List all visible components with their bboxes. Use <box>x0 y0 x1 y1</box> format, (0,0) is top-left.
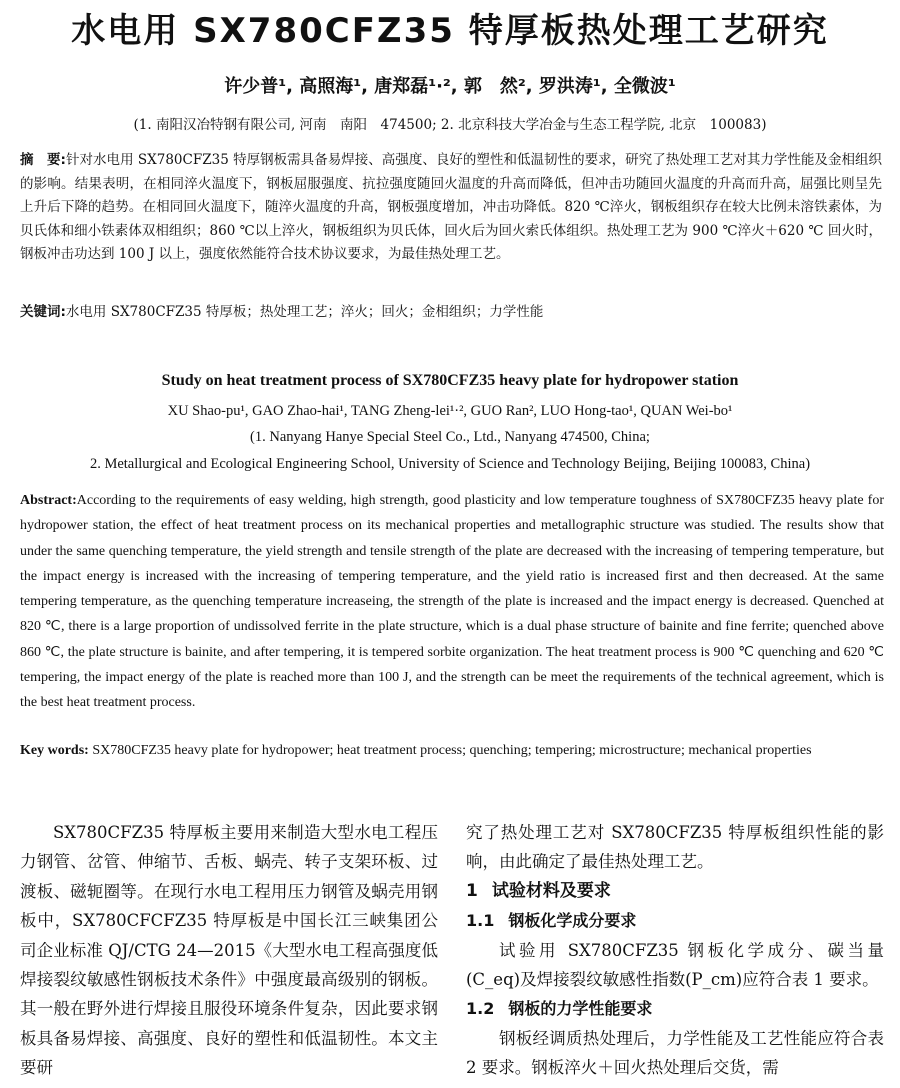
section-1-2-heading <box>466 994 884 1023</box>
abstract-cn-label: 摘 要: <box>20 152 66 168</box>
section-1-1-title: 钢板化学成分要求 <box>508 911 637 931</box>
abstract-cn <box>20 149 882 267</box>
section-1-2-title: 钢板的力学性能要求 <box>508 999 653 1019</box>
keywords-cn-text: 水电用 SX780CFZ35 特厚板；热处理工艺；淬火；回火；金相组织；力学性能 <box>65 304 544 320</box>
section-1-1-number: 1.1 <box>466 911 495 931</box>
keywords-en-text: SX780CFZ35 heavy plate for hydropower; heat treatment process; quenching; tempering; microstructure; mechanical properties <box>92 743 812 758</box>
keywords-en-label: Key words: <box>20 743 89 758</box>
section-1-heading <box>466 877 884 906</box>
section-1-1-heading <box>466 906 884 935</box>
body-column-left <box>20 818 438 1083</box>
paper-title-en: Study on heat treatment process of SX780CFZ35 heavy plate for hydropower station <box>161 372 739 389</box>
paper-title-cn: 水电用 SX780CFZ35 特厚板热处理工艺研究 <box>71 11 829 51</box>
abstract-en-label: Abstract: <box>20 493 77 508</box>
body-column-right <box>466 818 884 1083</box>
keywords-cn-label: 关键词: <box>20 304 66 320</box>
intro-paragraph: SX780CFZ35 特厚板主要用来制造大型水电工程压力钢管、岔管、伸缩节、舌板、蜗壳、转子支架环板、过渡板、磁轭圈等。在现行水电工程用压力钢管及蜗壳用钢板中，SX780CFCFZ35 特厚板是中国长江三峡集团公司企业标准 QJ/CTG 24—2015《大型水电工程高强度低焊接裂纹敏感性钢板技术条件》中强度最高级别的钢板。其一般在野外进行焊接且服役环境条件复杂，因此要求钢板具备易焊接、高强度、良好的塑性和低温韧性。本文主要研 <box>20 823 438 1078</box>
author-list-cn: 许少普¹, 高照海¹, 唐郑磊¹·², 郭 然², 罗洪涛¹, 全微波¹ <box>224 76 676 97</box>
section-1-2-paragraph: 钢板经调质热处理后，力学性能及工艺性能应符合表 2 要求。钢板淬火＋回火热处理后交货，需 <box>466 1028 884 1078</box>
keywords-en <box>20 739 884 763</box>
abstract-en <box>20 488 884 716</box>
section-1-number: 1 <box>466 880 478 901</box>
affiliation-en-1: (1. Nanyang Hanye Special Steel Co., Ltd., Nanyang 474500, China; <box>250 429 650 445</box>
intro-continuation: 究了热处理工艺对 SX780CFZ35 特厚板组织性能的影响，由此确定了最佳热处理工艺。 <box>466 823 884 872</box>
section-1-2-number: 1.2 <box>466 999 495 1019</box>
abstract-en-text: According to the requirements of easy welding, high strength, good plasticity and low temperature toughness of SX780CFZ35 heavy plate for hydropower station, the effect of heat treatment process on its mechanical properties and metallographic structure was studied. The results show that under the same quenching temperature, the yield strength and tensile strength of the plate are decreased with the increasing of tempering temperature, but the impact energy is increased with the increasing of tempering temperature, and the yield ratio is increased first and then decreased. At the same tempering temperature, as the quenching temperature increaseing, the strength of the plate is increased and the impact energy is decreased. Quenched at 820 ℃, there is a large proportion of undissolved ferrite in the plate structure, which is a dual phase structure of bainite and fine ferrite; quenched above 860 ℃, the plate structure is bainite, and after tempering, it is tempered sorbite organization. The heat treatment process is 900 ℃ quenching and 620 ℃ tempering, the impact energy of the plate is reached more than 100 J, and the strength can be meet the requirements of the technical agreement, which is the best heat treatment process. <box>20 493 884 711</box>
section-1-title: 试验材料及要求 <box>491 880 611 901</box>
affiliation-en-2: 2. Metallurgical and Ecological Engineering School, University of Science and Technology Beijing, Beijing 100083, China) <box>89 456 811 472</box>
section-1-1-paragraph: 试验用 SX780CFZ35 钢板化学成分、碳当量(C_eq)及焊接裂纹敏感性指数(P_cm)应符合表 1 要求。 <box>466 940 884 990</box>
affiliation-cn: (1. 南阳汉冶特钢有限公司, 河南 南阳 474500; 2. 北京科技大学冶金与生态工程学院, 北京 100083) <box>133 117 767 133</box>
author-list-en: XU Shao-pu¹, GAO Zhao-hai¹, TANG Zheng-lei¹·², GUO Ran², LUO Hong-tao¹, QUAN Wei-bo¹ <box>167 403 733 419</box>
keywords-cn <box>20 301 882 323</box>
abstract-cn-text: 针对水电用 SX780CFZ35 特厚钢板需具备易焊接、高强度、良好的塑性和低温韧性的要求，研究了热处理工艺对其力学性能及金相组织的影响。结果表明，在相同淬火温度下，钢板屈服强度、抗拉强度随回火温度的升高而降低，但冲击功随回火温度的升高而升高，屈强比则呈先上升后下降的趋势。在相同回火温度下，随淬火温度的升高，钢板强度增加，冲击功降低。820 ℃淬火，钢板组织存在较大比例未溶铁素体，为贝氏体和细小铁素体双相组织；860 ℃以上淬火，钢板组织为贝氏体，回火后为回火索氏体组织。热处理工艺为 900 ℃淬火＋620 ℃ 回火时，钢板冲击功达到 100 J 以上，强度依然能符合技术协议要求，为最佳热处理工艺。 <box>20 152 882 262</box>
